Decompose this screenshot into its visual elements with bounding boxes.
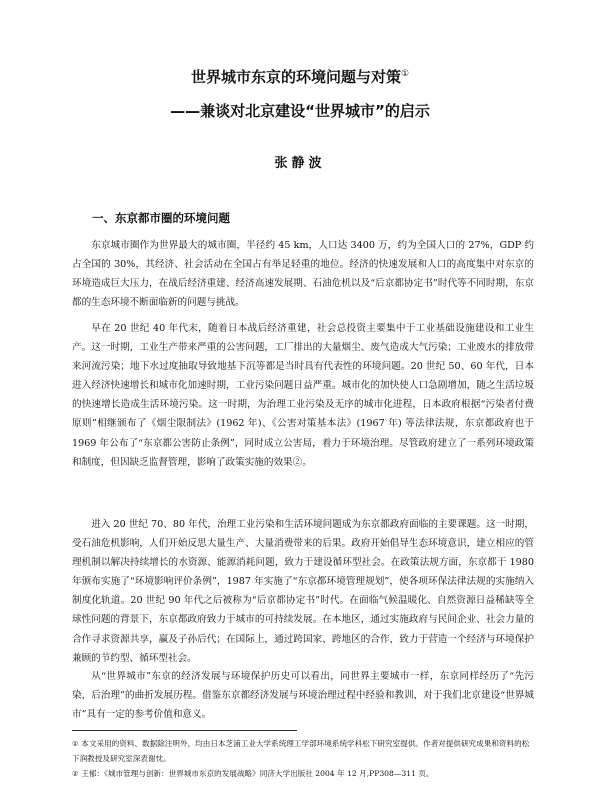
author-name: 张静波 <box>274 156 326 171</box>
footnote-text: 本文采用的资料、数据除注明外，均由日本芝浦工业大学系统理工学部环境系统学科松下研究室提供。作者对提供研究成果和资料的松下润教授及研究室深表谢忱。 <box>72 739 530 763</box>
footnote <box>72 737 534 765</box>
footnote-text: 王郁：《城市管理与创新：世界城市东京的发展战略》同济大学出版社 2004 年 12 月,PP308—311 页。 <box>81 769 434 778</box>
footnote-mark: ② <box>72 770 79 778</box>
footnote-divider <box>72 730 297 731</box>
body-paragraph: 早在 20 世纪 40 年代末，随着日本战后经济重建，社会总投资主要集中于工业基础设施建设和工业生产。这一时期，工业生产带来严重的公害问题，工厂排出的大量烟尘、废气造成大气污染；工业废水的排放带来河流污染；地下水过度抽取导致地基下沉等都是当时具有代表性的环境问题。20 世纪 50、60 年代，日本进入经济快速增长和城市化加速时期，工业污染问题日益严重。城市化的加快使人口急剧增加，随之生活垃圾的快速增长造成生活环境污染。这一时期，为治理工业污染及无序的城市化进程，日本政府根据“污染者付费原则”相继颁布了《烟尘限制法》(1962 年)、《公害对策基本法》(1967 年) 等法律法规，东京都政府也于 1969 年公布了“东京都公害防止条例”，同时成立公害局，着力于环境治理。尽管政府建立了一系列环境政策和制度，但因缺乏监督管理，影响了政策实施的效果②。 <box>72 323 534 468</box>
paper-title-text: 世界城市东京的环境问题与对策 <box>190 68 401 86</box>
body-paragraph: 从“世界城市”东京的经济发展与环境保护历史可以看出，同世界主要城市一样，东京同样经历了“先污染，后治理”的曲折发展历程。借鉴东京都经济发展与环境治理过程中经验和教训，对于我们北京建设“世界城市”具有一定的参考价值和意义。 <box>72 671 534 721</box>
title-footnote-mark[interactable]: ① <box>400 69 410 79</box>
section-heading: 一、东京都市圈的环境问题 <box>92 211 230 225</box>
body-paragraph: 进入 20 世纪 70、80 年代，治理工业污染和生活环境问题成为东京都政府面临的主要课题。这一时期，受石油危机影响，人们开始反思大量生产、大量消费带来的后果。政府开始倡导生态环境意识，建立相应的管理机制以解决持续增长的水资源、能源消耗问题，致力于建设循环型社会。在政策法规方面，东京都于 1980 年颁布实施了“环境影响评价条例”，1987 年实施了“东京都环境管理规划”，使各项环保法律法规的实施纳入制度化轨道。20 世纪 90 年代之后被称为“后京都协定书”时代。在面临气候温暖化、自然资源日益稀缺等全球性问题的背景下，东京都政府致力于城市的可持续发展。在本地区，通过实施政府与民间企业、社会力量的合作寻求资源共享，赢及子孙后代；在国际上，通过跨国家、跨地区的合作，致力于营造一个经济与环境保护兼顾的节约型、循环型社会。 <box>72 519 534 664</box>
paper-title <box>0 66 600 87</box>
footnote-mark: ① <box>72 740 79 748</box>
paper-subtitle: ——兼谈对北京建设“世界城市”的启示 <box>170 102 430 120</box>
footnote <box>72 767 534 782</box>
body-paragraph: 东京城市圈作为世界最大的城市圈，半径约 45 km，人口达 3400 万，约为全国人口的 27%，GDP 约占全国的 30%，其经济、社会活动在全国占有举足轻重的地位。经济的快速发展和人口的高度集中对东京的环境造成巨大压力，在战后经济重建、经济高速发展期、石油危机以及“后京都协定书”时代等不同时期，东京都的生态环境不断面临新的问题与挑战。 <box>72 240 534 309</box>
